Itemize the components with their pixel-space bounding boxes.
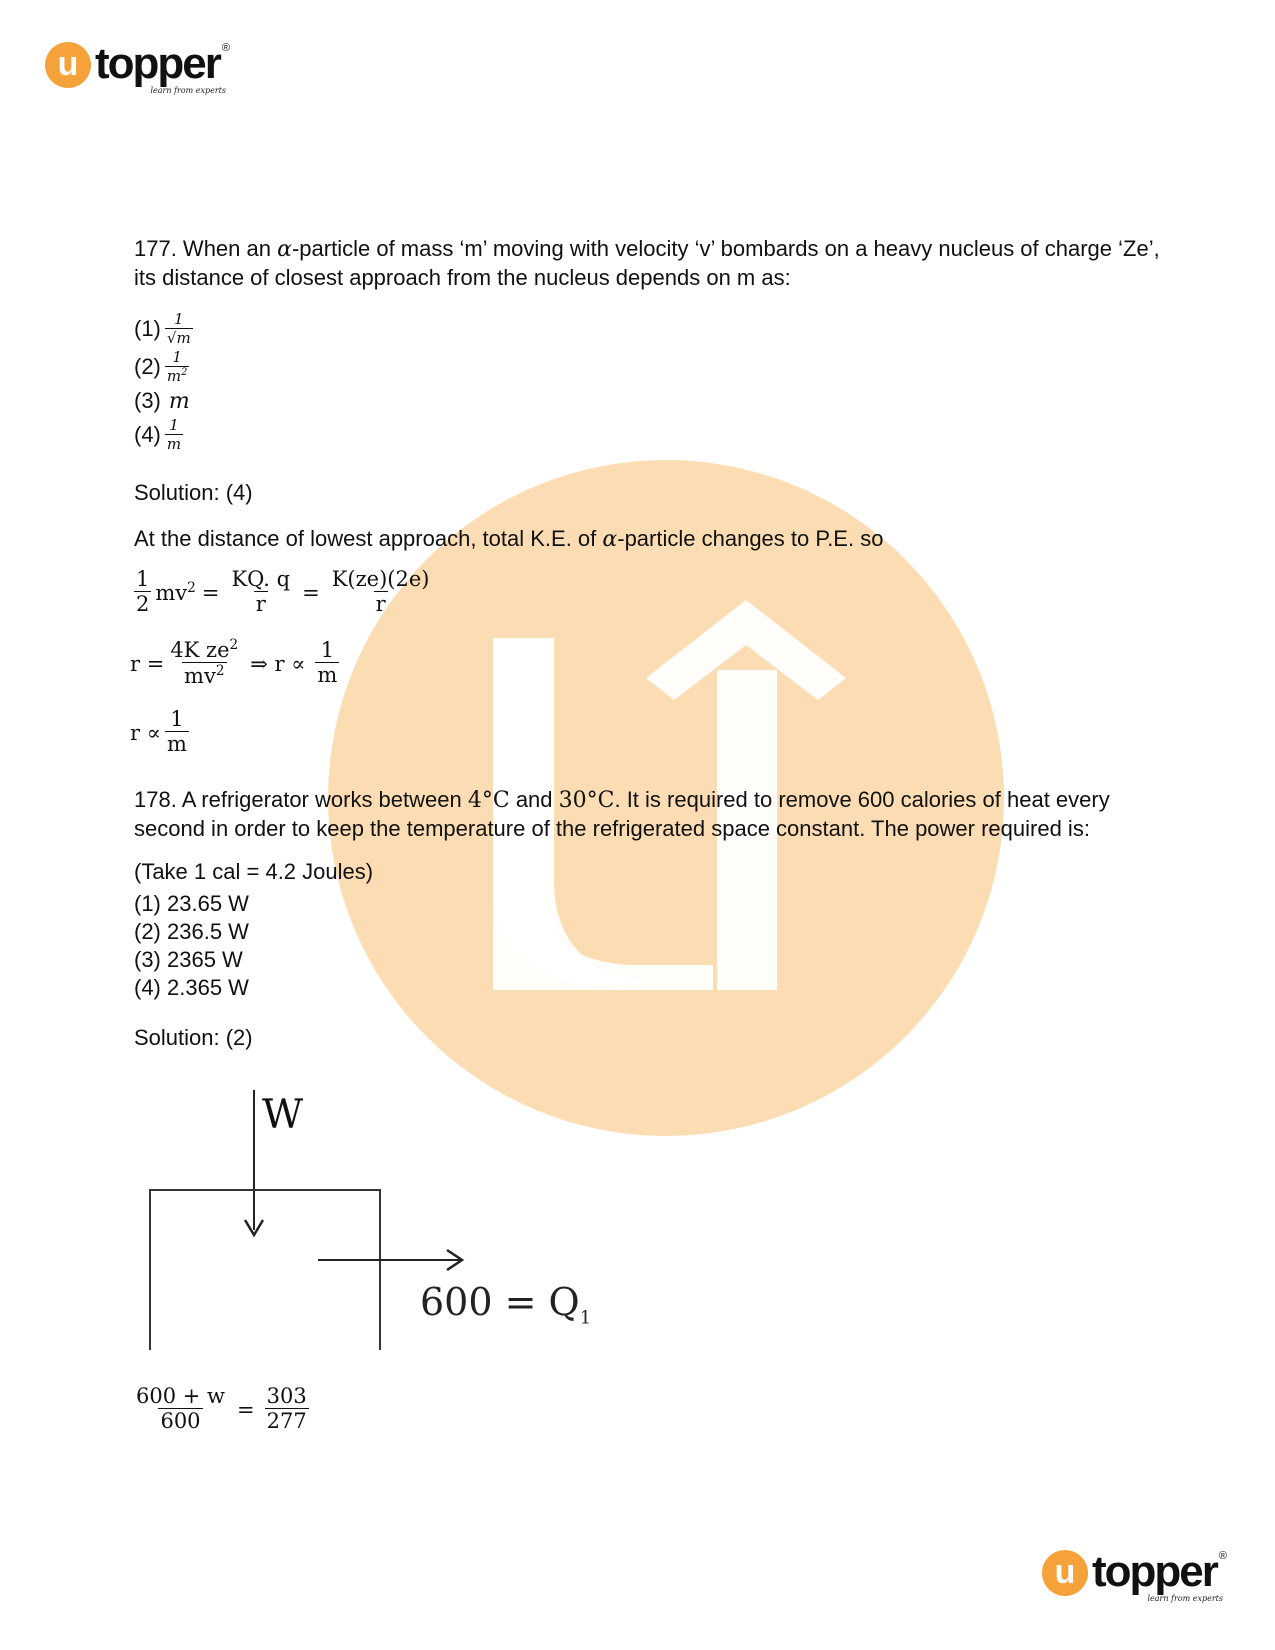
q178-equation bbox=[130, 1385, 313, 1434]
logo-word: topper bbox=[1092, 1547, 1217, 1596]
q178-solution: Solution: (2) bbox=[134, 1025, 253, 1050]
frac-den bbox=[165, 366, 189, 385]
explain-b: -particle changes to P.E. so bbox=[617, 526, 884, 551]
eq1-frac-kq bbox=[229, 568, 292, 617]
frac-den: 2 bbox=[136, 592, 150, 617]
frac-num: 1 bbox=[136, 567, 150, 591]
logo-word: topper bbox=[95, 39, 220, 88]
q177-equation-1 bbox=[130, 568, 435, 617]
frac-den: m bbox=[166, 434, 182, 453]
frac-den: r bbox=[375, 592, 386, 617]
eq2-frac-4kze bbox=[168, 638, 240, 689]
q178-frac-left bbox=[134, 1385, 227, 1434]
q177-option-2 bbox=[134, 348, 197, 386]
header-logo bbox=[45, 39, 230, 95]
option-label: (3) bbox=[134, 388, 161, 413]
frac-den bbox=[182, 662, 226, 689]
q178-equals: = bbox=[237, 1397, 255, 1422]
option-label: (4) bbox=[134, 422, 161, 447]
frac-num: KQ. q bbox=[231, 567, 291, 591]
frac-den: 600 bbox=[160, 1409, 201, 1434]
frac-den: m bbox=[317, 663, 338, 688]
q177-option-4 bbox=[134, 416, 197, 454]
eq2-den-base: mv bbox=[184, 664, 216, 689]
frac-num: 1 bbox=[320, 638, 335, 662]
q178-text-b: . It is required to remove 600 calories of heat every bbox=[614, 787, 1110, 812]
frac-num: 1 bbox=[169, 416, 179, 435]
logo-tagline: learn from experts bbox=[150, 86, 226, 95]
frac-num: 303 bbox=[266, 1384, 307, 1408]
option-value: m bbox=[168, 388, 190, 414]
q178-option-3: (3) 2365 W bbox=[134, 947, 243, 972]
option-fraction bbox=[165, 417, 183, 453]
logo-u-icon: u bbox=[45, 42, 91, 88]
diagram-q-text: 600 = Q bbox=[420, 1280, 580, 1324]
eq1-frac-half bbox=[134, 568, 151, 617]
eq1-equals: = bbox=[201, 580, 220, 605]
explain-alpha: α bbox=[602, 527, 618, 552]
eq1-mv-sup: 2 bbox=[187, 580, 196, 597]
frac-den-sup: 2 bbox=[181, 366, 188, 378]
q178-option-4: (4) 2.365 W bbox=[134, 975, 249, 1000]
footer-logo bbox=[1042, 1547, 1227, 1603]
frac-den: √m bbox=[166, 328, 191, 347]
eq2-frac-1m bbox=[315, 639, 339, 688]
eq2-implies: ⇒ r ∝ bbox=[250, 651, 306, 676]
q177-option-3 bbox=[134, 386, 197, 416]
question-177-text bbox=[134, 235, 1214, 292]
q177-alpha: α bbox=[277, 237, 292, 262]
q178-text-and: and bbox=[509, 787, 559, 812]
frac-den: m bbox=[166, 732, 187, 757]
q177-equation-3 bbox=[130, 708, 193, 757]
frac-num: 1 bbox=[174, 310, 184, 329]
logo-tagline: learn from experts bbox=[1147, 1594, 1223, 1603]
diagram-q-label bbox=[420, 1280, 591, 1329]
eq2-num-base: 4K ze bbox=[170, 638, 230, 662]
q177-text-a: 177. When an bbox=[134, 236, 278, 261]
q178-note: (Take 1 cal = 4.2 Joules) bbox=[134, 859, 374, 884]
q178-frac-right bbox=[265, 1385, 309, 1434]
frac-den: r bbox=[255, 592, 266, 617]
eq1-mv-base: mv bbox=[155, 581, 188, 606]
q177-text-c: its distance of closest approach from the nucleus depends on m as: bbox=[134, 265, 791, 290]
q177-options bbox=[134, 310, 197, 454]
option-fraction bbox=[165, 311, 193, 347]
eq1-frac-kze bbox=[330, 568, 432, 617]
q178-text-c: second in order to keep the temperature of the refrigerated space constant. The power required is: bbox=[134, 816, 1090, 841]
frac-den-base: m bbox=[166, 366, 182, 385]
q178-option-1: (1) 23.65 W bbox=[134, 891, 249, 916]
q177-text-b: -particle of mass ‘m’ moving with velocity ‘v’ bombards on a heavy nucleus of charge ‘Ze’, bbox=[291, 236, 1160, 261]
q177-equation-2 bbox=[130, 638, 343, 689]
q178-option-2: (2) 236.5 W bbox=[134, 919, 249, 944]
frac-num: 1 bbox=[170, 707, 184, 731]
frac-num: 1 bbox=[172, 348, 182, 367]
option-fraction bbox=[165, 349, 189, 385]
frac-den: 277 bbox=[266, 1409, 307, 1434]
eq2-den-sup: 2 bbox=[215, 663, 225, 680]
explain-a: At the distance of lowest approach, total K.E. of bbox=[134, 526, 603, 551]
refrigerator-box bbox=[150, 1190, 380, 1350]
eq1-mv bbox=[155, 580, 195, 605]
question-178-text bbox=[134, 786, 1214, 843]
q178-options bbox=[134, 890, 249, 1002]
q177-option-1 bbox=[134, 310, 197, 348]
eq3-frac bbox=[165, 708, 189, 757]
logo-u-icon: u bbox=[1042, 1550, 1088, 1596]
eq3-lhs: r ∝ bbox=[130, 720, 161, 745]
frac-num: 600 + w bbox=[136, 1384, 226, 1408]
eq2-lhs: r = bbox=[130, 651, 165, 676]
eq2-num-sup: 2 bbox=[229, 637, 239, 653]
q177-solution: Solution: (4) bbox=[134, 480, 253, 505]
frac-num bbox=[168, 638, 240, 662]
frac-num: K(ze)(2e) bbox=[331, 567, 430, 591]
eq1-equals-2: = bbox=[302, 580, 320, 605]
option-label: (1) bbox=[134, 316, 161, 341]
option-label: (2) bbox=[134, 354, 161, 379]
q178-temp-2: 30°C bbox=[558, 788, 615, 813]
q178-temp-1: 4°C bbox=[467, 788, 510, 813]
q178-text-a: 178. A refrigerator works between bbox=[134, 787, 468, 812]
q177-explanation bbox=[134, 525, 883, 554]
diagram-q-sub: 1 bbox=[579, 1307, 592, 1329]
diagram-w-label: W bbox=[262, 1092, 304, 1138]
logo-registered: ® bbox=[1218, 1550, 1227, 1562]
logo-registered: ® bbox=[221, 42, 230, 54]
